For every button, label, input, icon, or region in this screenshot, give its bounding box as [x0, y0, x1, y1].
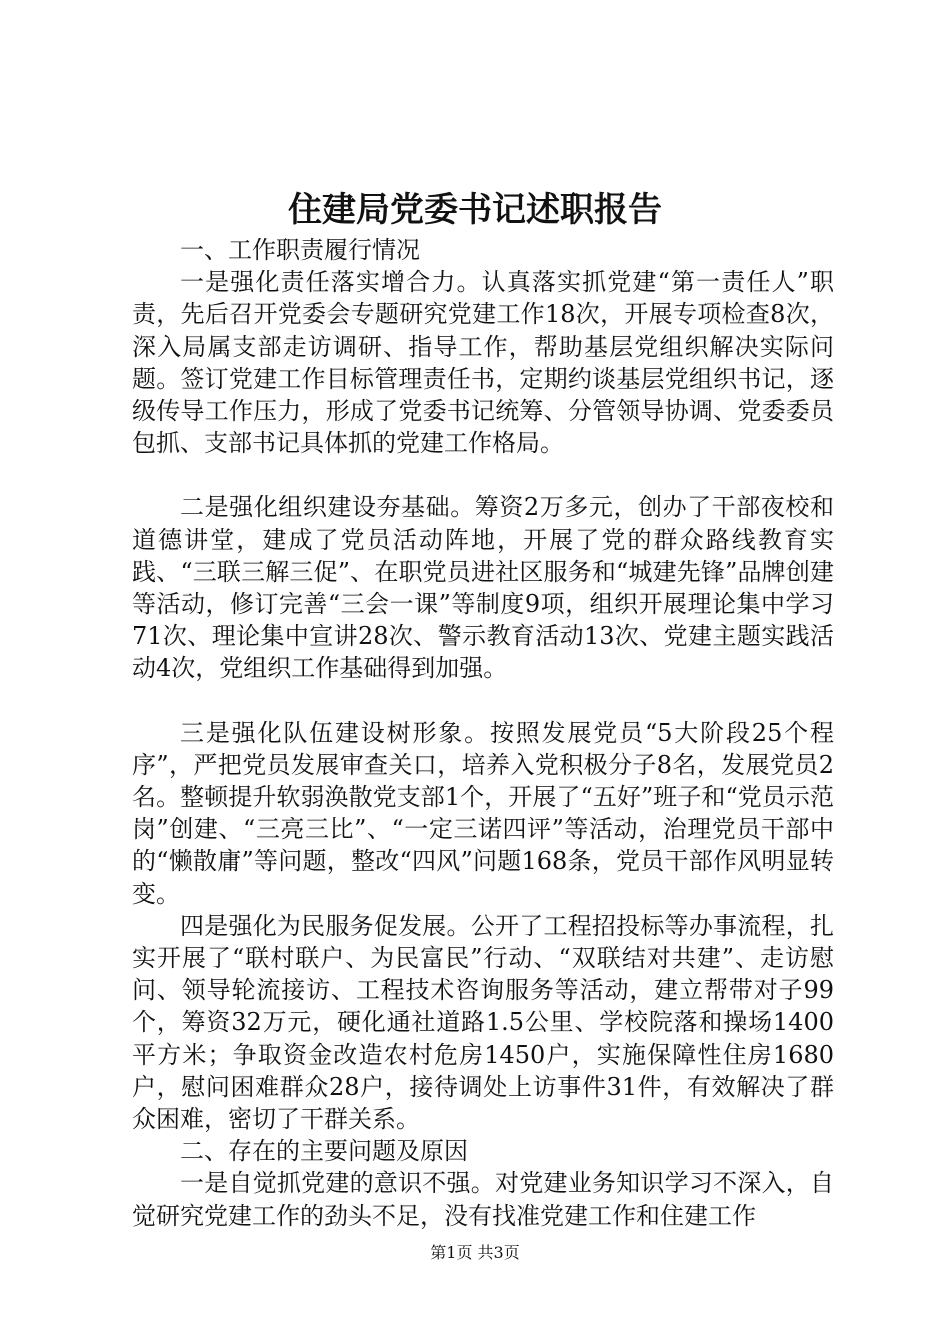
document-title: 住建局党委书记述职报告: [288, 190, 662, 230]
page-footer: 第1页 共3页: [430, 1243, 520, 1262]
document-body: [132, 234, 834, 1232]
body-paragraph: 一是强化责任落实增合力。认真落实抓党建“第一责任人”职责，先后召开党委会专题研究党建工作18次，开展专项检查8次，深入局属支部走访调研、指导工作，帮助基层党组织解决实际问题。签订党建工作目标管理责任书，定期约谈基层党组织书记，逐级传导工作压力，形成了党委书记统筹、分管领导协调、党委委员包抓、支部书记具体抓的党建工作格局。: [132, 268, 834, 458]
body-paragraph: 一是自觉抓党建的意识不强。对党建业务知识学习不深入，自觉研究党建工作的劲头不足，没有找准党建工作和住建工作: [132, 1169, 834, 1230]
section-heading: 一、工作职责履行情况: [180, 236, 420, 264]
body-paragraph: 二是强化组织建设夯基础。筹资2万多元，创办了干部夜校和道德讲堂，建成了党员活动阵地，开展了党的群众路线教育实践、“三联三解三促”、在职党员进社区服务和“城建先锋”品牌创建等活动，修订完善“三会一课”等制度9项，组织开展理论集中学习71次、理论集中宣讲28次、警示教育活动13次、党建主题实践活动4次，党组织工作基础得到加强。: [132, 493, 834, 683]
body-paragraph: 四是强化为民服务促发展。公开了工程招投标等办事流程，扎实开展了“联村联户、为民富民”行动、“双联结对共建”、走访慰问、领导轮流接访、工程技术咨询服务等活动，建立帮带对子99个，筹资32万元，硬化通社道路1.5公里、学校院落和操场1400平方米；争取资金改造农村危房1450户，实施保障性住房1680户，慰问困难群众28户，接待调处上访事件31件，有效解决了群众困难，密切了干群关系。: [132, 911, 834, 1134]
body-paragraph: 三是强化队伍建设树形象。按照发展党员“5大阶段25个程序”，严把党员发展审查关口，培养入党积极分子8名，发展党员2名。整顿提升软弱涣散党支部1个，开展了“五好”班子和“党员示范岗”创建、“三亮三比”、“一定三诺四评”等活动，治理党员干部中的“懒散庸”等问题，整改“四风”问题168条，党员干部作风明显转变。: [132, 718, 834, 908]
section-heading: 二、存在的主要问题及原因: [180, 1137, 468, 1166]
